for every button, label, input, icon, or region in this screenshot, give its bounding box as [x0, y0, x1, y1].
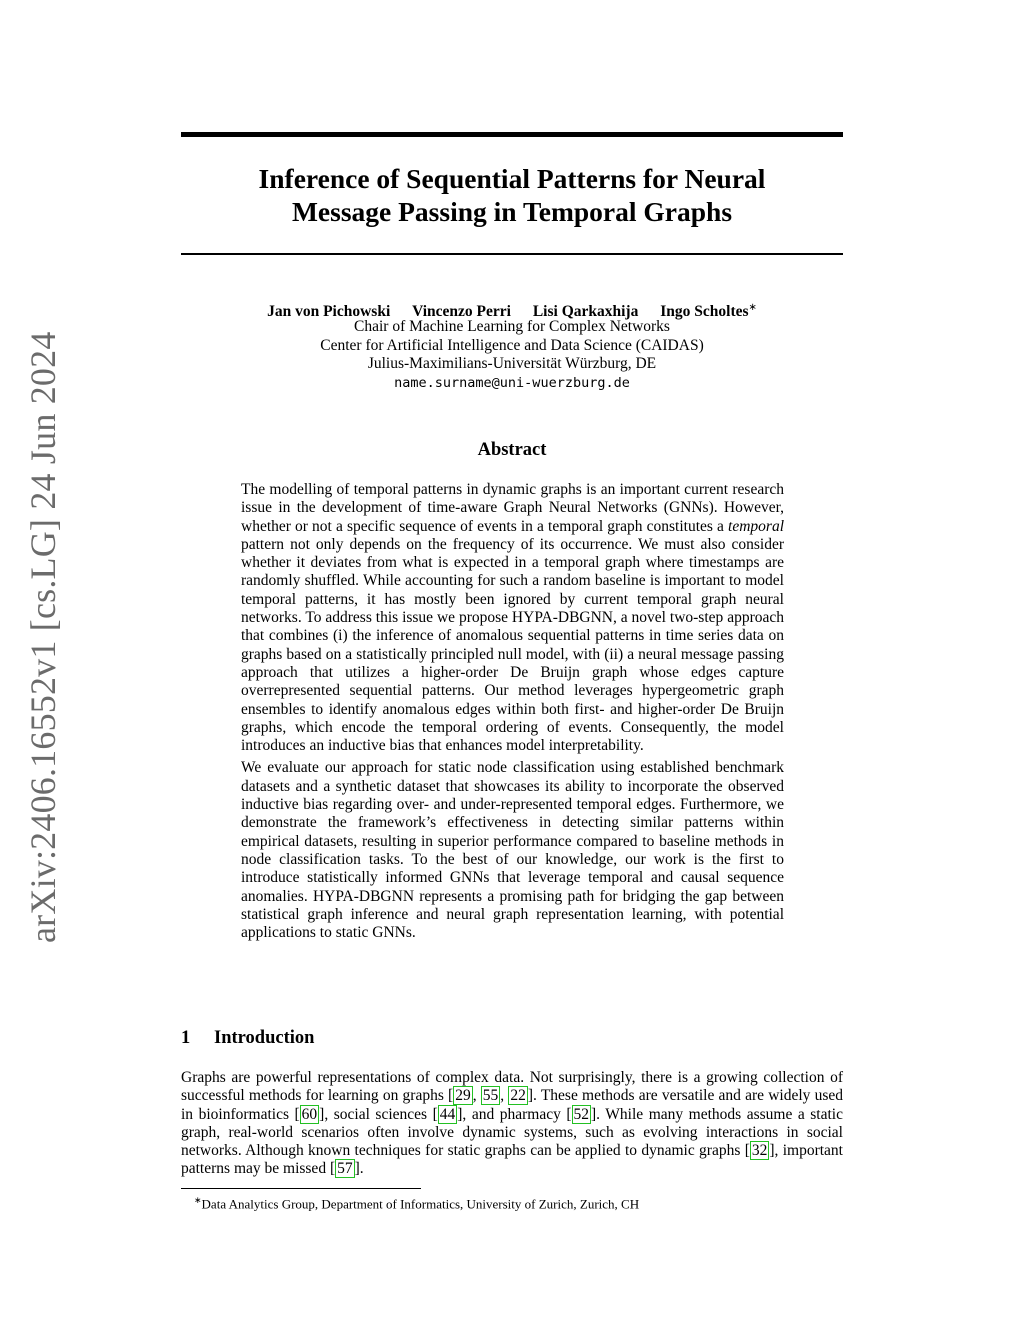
section-number: 1	[181, 1028, 191, 1048]
title-rule-top	[181, 132, 843, 137]
author-email: name.surname@uni-wuerzburg.de	[394, 374, 630, 391]
abstract-emphasis: temporal	[728, 517, 784, 535]
intro-text-4: ], and pharmacy [	[457, 1105, 572, 1123]
author-footnote-mark: ∗	[748, 302, 757, 313]
abstract-paragraph-1	[241, 481, 784, 755]
paper-title	[181, 162, 843, 228]
abstract-paragraph-2: We evaluate our approach for static node classification using established benchmark datasets and a synthetic dataset that showcases its ability to incorporate the observed inductive bias regarding over- and under-represented temporal edges. Furthermore, we demonstrate the framework’s effectiveness in detecting similar patterns within empirical datasets, resulting in superior performance compared to baseline methods in node classification tasks. To the best of our knowledge, our work is the first to introduce statistically informed GNNs that leverage temporal and causal sequence anomalies. HYPA-DBGNN represents a promising path for bridging the gap between statistical graph inference and neural graph representation learning, with potential applications to static GNNs.	[241, 759, 784, 942]
citation-link[interactable]: 44	[439, 1105, 456, 1123]
author-4-name: Ingo Scholtes	[660, 303, 749, 321]
author-3: Lisi Qarkaxhija	[532, 303, 639, 321]
introduction-paragraph: Graphs are powerful representations of complex data. Not surprisingly, there is a growing collection of successful methods for learning on graphs [ 29 , 55 , 22 ]. These methods are versatile and are widely used in bioinformatics [ 60 ], social sciences [ 44 ], and pharmacy [ 52 ]. While many methods assume a static graph, real-world scenarios often involve dynamic systems, such as evolving interactions in social networks. Although known techniques for static graphs can be applied to dynamic graphs [ 32 ], important patterns may be missed [ 57 ].	[181, 1069, 844, 1178]
affiliation-line-2: Center for Artificial Intelligence and Data Science (CAIDAS)	[320, 336, 704, 354]
intro-text-5: ]. While many methods assume a static graph, real-world scenarios often involve dynamic systems, such as evolving interactions in social networks. Although known techniques for static graphs can be applied to dynamic graphs [	[181, 1105, 843, 1160]
author-1: Jan von Pichowski	[267, 303, 391, 321]
citation-link[interactable]: 32	[751, 1142, 768, 1160]
author-2: Vincenzo Perri	[412, 303, 511, 321]
abstract-heading: Abstract	[477, 440, 547, 460]
footnote-text: Data Analytics Group, Department of Informatics, University of Zurich, Zurich, CH	[201, 1196, 640, 1212]
arxiv-stamp: arXiv:2406.16552v1 [cs.LG] 24 Jun 2024	[23, 331, 63, 943]
intro-text-1: Graphs are powerful representations of complex data. Not surprisingly, there is a growing collection of successful methods for learning on graphs [	[181, 1069, 843, 1105]
citation-link[interactable]: 55	[482, 1087, 499, 1105]
affiliation-line-1: Chair of Machine Learning for Complex Networks	[354, 318, 670, 335]
footnote-rule	[181, 1188, 421, 1189]
abstract-p1-start: The modelling of temporal patterns in dynamic graphs is an important current research issue in the development of time-aware Graph Neural Networks (GNNs). However, whether or not a specific sequence of events in a temporal graph constitutes a	[241, 481, 784, 535]
intro-text-7: ].	[354, 1160, 364, 1178]
title-rule-bottom	[181, 253, 843, 255]
footnote	[194, 1192, 834, 1212]
citation-link[interactable]: 57	[337, 1160, 353, 1178]
introduction-body	[181, 1069, 843, 1179]
citation-link[interactable]: 22	[510, 1087, 526, 1105]
abstract-body	[241, 481, 784, 946]
affiliation-block	[181, 318, 843, 392]
intro-text-6: ], important patterns may be missed [	[181, 1142, 843, 1178]
intro-text-3: ], social sciences [	[319, 1105, 438, 1123]
intro-text-2: ]. These methods are versatile and are widely used in bioinformatics [	[181, 1087, 844, 1123]
section-title: Introduction	[214, 1028, 315, 1048]
footnote-mark: ∗	[194, 1195, 202, 1205]
section-heading-introduction	[181, 1028, 843, 1049]
abstract-p1-end: pattern not only depends on the frequency of its occurrence. We must also consider whether it deviates from what is expected in a temporal graph where timestamps are randomly shuffled. While accounting for such a random baseline is important to model temporal patterns, it has mostly been ignored by current temporal graph neural networks. To address this issue we propose HYPA-DBGNN, a novel two-step approach that combines (i) the inference of anomalous sequential patterns in time series data on graphs based on a statistically principled null model, with (ii) a neural message passing approach that utilizes a higher-order De Bruijn graph whose edges capture overrepresented sequential patterns. Our method leverages hypergeometric graph ensembles to identify anomalous edges within both first- and higher-order De Bruijn graphs, which encode the temporal ordering of events. Consequently, the model introduces an inductive bias that enhances model interpretability.	[241, 535, 784, 755]
citation-link[interactable]: 52	[573, 1105, 590, 1123]
citation-link[interactable]: 29	[455, 1087, 471, 1105]
title-line-2: Message Passing in Temporal Graphs	[291, 196, 733, 227]
affiliation-line-3: Julius-Maximilians-Universität Würzburg, DE	[367, 355, 657, 372]
citation-link[interactable]: 60	[301, 1105, 318, 1123]
title-line-1: Inference of Sequential Patterns for Neural	[258, 163, 766, 194]
